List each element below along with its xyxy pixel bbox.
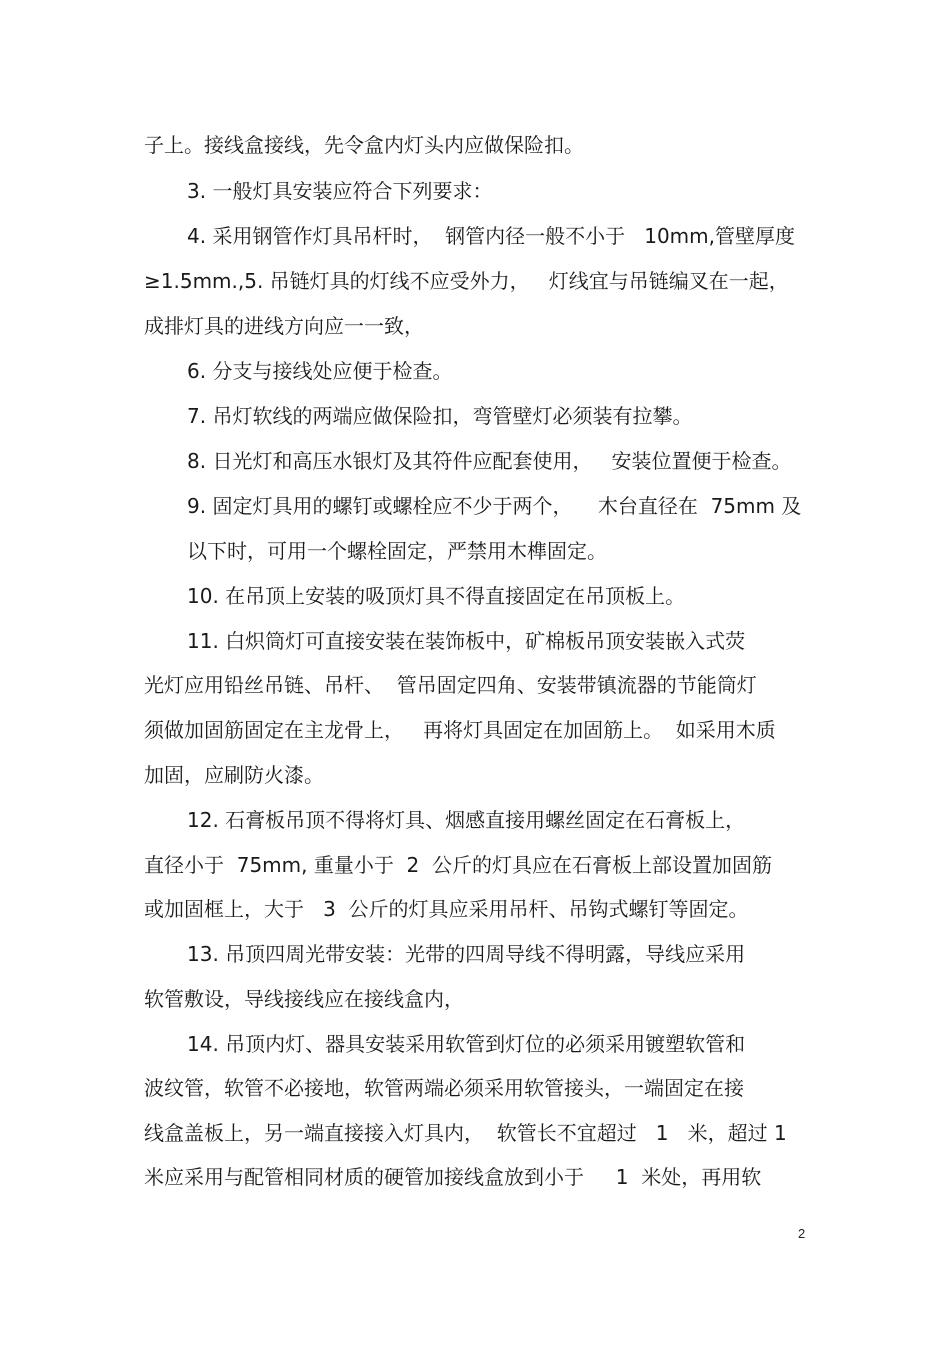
text-line-22: 波纹管，软管不必接地，软管两端必须采用软管接头，一端固定在接 bbox=[144, 1076, 744, 1100]
text-line-23: 线盒盖板上，另一端直接接入灯具内， 软管长不宜超过 1 米，超过 1 bbox=[144, 1121, 787, 1145]
text-line-9: 9. 固定灯具用的螺钉或螺栓应不少于两个， 木台直径在 75mm 及 bbox=[187, 494, 802, 518]
text-line-7: 7. 吊灯软线的两端应做保险扣，弯管壁灯必须装有拉攀。 bbox=[187, 404, 693, 428]
text-line-6: 6. 分支与接线处应便于检查。 bbox=[187, 359, 453, 383]
text-line-17: 直径小于 75mm, 重量小于 2 公斤的灯具应在石膏板上部设置加固筋 bbox=[144, 853, 772, 877]
text-line-21: 14. 吊顶内灯、器具安装采用软管到灯位的必须采用镀塑软管和 bbox=[187, 1032, 746, 1056]
text-line-11: 10. 在吊顶上安装的吸顶灯具不得直接固定在吊顶板上。 bbox=[187, 584, 686, 608]
text-line-5: 成排灯具的进线方向应一一致， bbox=[144, 314, 424, 338]
text-line-2: 3. 一般灯具安装应符合下列要求： bbox=[187, 179, 493, 203]
page-number: 2 bbox=[798, 1226, 806, 1241]
text-line-1: 子上。接线盒接线，先令盒内灯头内应做保险扣。 bbox=[144, 133, 584, 157]
text-line-16: 12. 石膏板吊顶不得将灯具、烟感直接用螺丝固定在石膏板上， bbox=[187, 808, 746, 832]
text-line-18: 或加固框上，大于 3 公斤的灯具应采用吊杆、吊钩式螺钉等固定。 bbox=[144, 897, 749, 921]
text-line-13: 光灯应用铅丝吊链、吊杆、 管吊固定四角、安装带镇流器的节能筒灯 bbox=[144, 673, 757, 697]
text-line-8: 8. 日光灯和高压水银灯及其符件应配套使用， 安装位置便于检查。 bbox=[187, 449, 792, 473]
text-line-14: 须做加固筋固定在主龙骨上， 再将灯具固定在加固筋上。 如采用木质 bbox=[144, 718, 776, 742]
text-line-10: 以下时，可用一个螺栓固定，严禁用木榫固定。 bbox=[187, 539, 607, 563]
text-line-19: 13. 吊顶四周光带安装：光带的四周导线不得明露，导线应采用 bbox=[187, 942, 746, 966]
text-line-4: ≥1.5mm.,5. 吊链灯具的灯线不应受外力， 灯线宜与吊链编叉在一起， bbox=[144, 269, 789, 293]
text-line-20: 软管敷设，导线接线应在接线盒内， bbox=[144, 987, 464, 1011]
text-line-15: 加固，应刷防火漆。 bbox=[144, 763, 324, 787]
text-line-3: 4. 采用钢管作灯具吊杆时， 钢管内径一般不小于 10mm,管壁厚度 bbox=[187, 224, 795, 248]
text-line-24: 米应采用与配管相同材质的硬管加接线盒放到小于 1 米处，再用软 bbox=[144, 1165, 762, 1189]
text-line-12: 11. 白炽筒灯可直接安装在装饰板中，矿棉板吊顶安装嵌入式荧 bbox=[187, 629, 746, 653]
